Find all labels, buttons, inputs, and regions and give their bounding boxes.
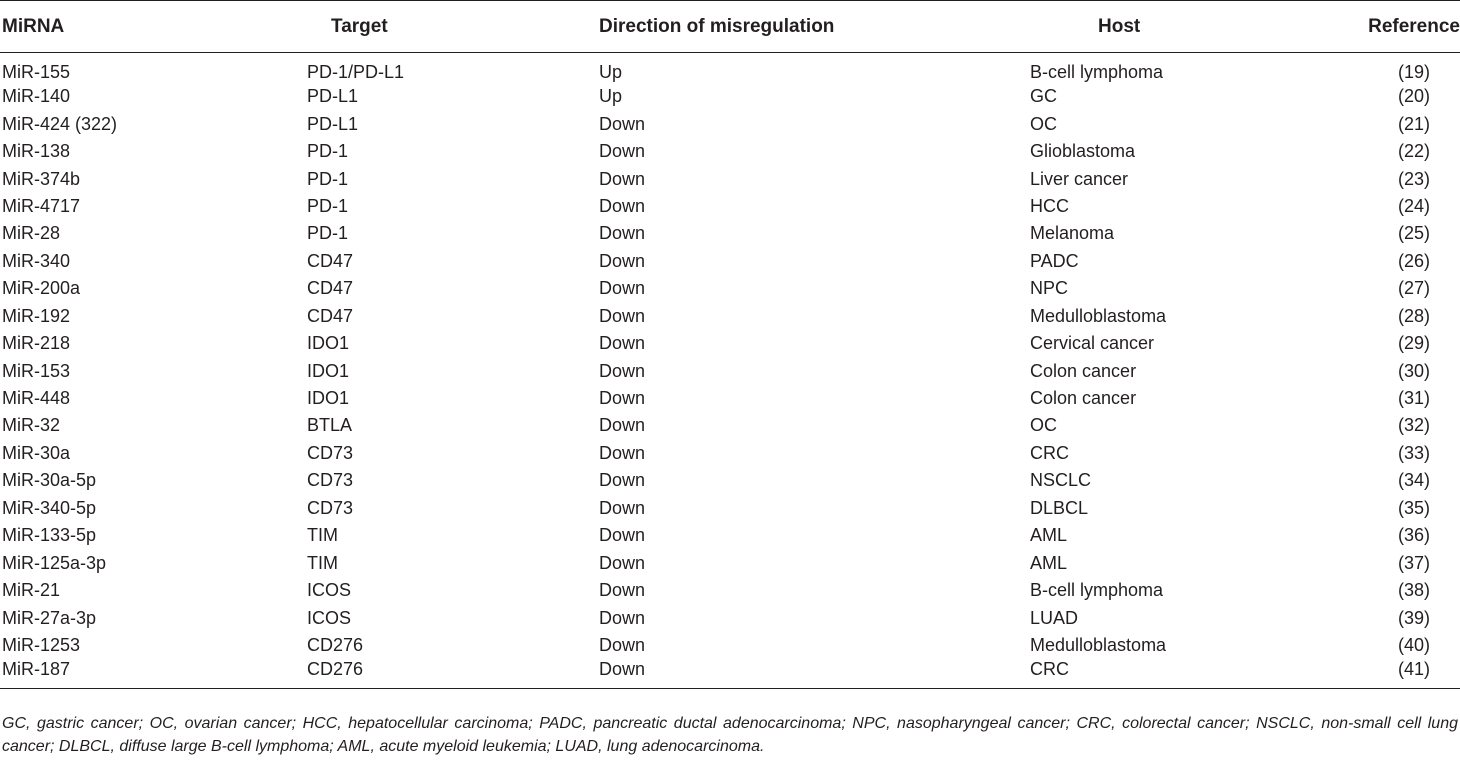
table-row (0, 220, 1460, 247)
cell-host: Cervical cancer (1030, 333, 1155, 354)
table-row (0, 632, 1460, 659)
cell-reference: (29) (1397, 333, 1430, 354)
cell-mirna: MiR-340 (2, 250, 71, 271)
table-row (0, 467, 1460, 494)
cell-reference: (32) (1397, 415, 1430, 436)
cell-direction: Down (599, 333, 646, 354)
cell-target: CD276 (307, 634, 364, 655)
cell-mirna: MiR-4717 (2, 195, 81, 216)
cell-reference: (40) (1397, 634, 1430, 655)
cell-mirna: MiR-218 (2, 333, 71, 354)
cell-mirna: MiR-21 (2, 580, 61, 601)
table-row (0, 275, 1460, 302)
cell-reference: (20) (1397, 86, 1430, 107)
cell-mirna: MiR-192 (2, 305, 71, 326)
cell-mirna: MiR-133-5p (2, 525, 97, 546)
cell-reference: (38) (1397, 580, 1430, 601)
cell-direction: Up (599, 62, 623, 82)
cell-host: AML (1030, 525, 1068, 546)
cell-mirna: MiR-424 (322) (2, 113, 118, 134)
cell-target: PD-L1 (307, 113, 359, 134)
cell-host: NPC (1030, 278, 1069, 299)
cell-reference: (27) (1397, 278, 1430, 299)
cell-target: BTLA (307, 415, 353, 436)
table-row (0, 522, 1460, 549)
table-row (0, 385, 1460, 412)
cell-reference: (31) (1397, 388, 1430, 409)
cell-target: CD47 (307, 250, 354, 271)
cell-direction: Down (585, 659, 1030, 689)
cell-mirna: MiR-200a (2, 278, 81, 299)
cell-host: CRC (1030, 659, 1310, 689)
table-row (0, 303, 1460, 330)
cell-target: PD-1/PD-L1 (307, 62, 405, 82)
cell-mirna: MiR-448 (2, 388, 71, 409)
cell-host: Colon cancer (1030, 388, 1137, 409)
table-row (0, 330, 1460, 357)
cell-target: ICOS (307, 580, 352, 601)
cell-host: B-cell lymphoma (1030, 62, 1164, 82)
cell-direction: Down (599, 195, 646, 216)
cell-target: CD73 (307, 442, 354, 463)
cell-mirna: MiR-340-5p (2, 497, 97, 518)
table-row (0, 549, 1460, 576)
header-host: Host (1030, 1, 1310, 53)
cell-target: IDO1 (307, 388, 350, 409)
cell-mirna: MiR-30a (2, 442, 71, 463)
table-row (0, 659, 1460, 689)
cell-mirna: MiR-28 (2, 223, 61, 244)
cell-reference: (21) (1397, 113, 1430, 134)
cell-host: DLBCL (1030, 497, 1089, 518)
cell-host: GC (1030, 86, 1057, 107)
table-row (0, 110, 1460, 137)
cell-reference: (22) (1397, 141, 1430, 162)
cell-host: PADC (1030, 250, 1079, 271)
cell-target: PD-1 (307, 195, 349, 216)
cell-reference: (33) (1397, 442, 1430, 463)
cell-mirna: MiR-138 (2, 141, 71, 162)
cell-target: IDO1 (307, 360, 350, 381)
cell-reference: (23) (1397, 168, 1430, 189)
cell-mirna: MiR-153 (2, 360, 71, 381)
cell-host: Colon cancer (1030, 360, 1137, 381)
table-row (0, 357, 1460, 384)
table-row (0, 495, 1460, 522)
cell-target: PD-1 (307, 168, 349, 189)
cell-direction: Down (599, 360, 646, 381)
header-direction: Direction of misregulation (585, 1, 1030, 53)
cell-mirna: MiR-30a-5p (2, 470, 97, 491)
table-row (0, 604, 1460, 631)
cell-host: Medulloblastoma (1030, 305, 1167, 326)
header-reference: Reference (1310, 1, 1460, 53)
cell-direction: Up (599, 86, 623, 107)
table-row (0, 248, 1460, 275)
table-row (0, 138, 1460, 165)
table-row (0, 577, 1460, 604)
cell-mirna: MiR-140 (2, 86, 71, 107)
cell-target: CD276 (305, 659, 585, 689)
table-footnote: GC, gastric cancer; OC, ovarian cancer; HCC, hepatocellular carcinoma; PADC, pancreatic ductal adenocarcinoma; NPC, nasopharyngeal cancer; CRC, colorectal cancer; NSCLC, non-small cell lung cancer; DLBCL, diffuse large B-cell lymphoma; AML, acute myeloid leukemia; LUAD, lung adenocarcinoma. (2, 715, 1458, 755)
table-row (0, 83, 1460, 110)
cell-host: OC (1030, 415, 1057, 436)
cell-target: PD-L1 (307, 86, 359, 107)
cell-target: TIM (307, 525, 338, 546)
cell-host: LUAD (1030, 607, 1079, 628)
cell-direction: Down (599, 305, 646, 326)
cell-reference: (37) (1397, 552, 1430, 573)
cell-direction: Down (599, 442, 646, 463)
header-mirna: MiRNA (0, 1, 305, 53)
cell-direction: Down (599, 250, 646, 271)
cell-mirna: MiR-155 (2, 62, 71, 82)
cell-target: IDO1 (307, 333, 350, 354)
table-row (0, 193, 1460, 220)
cell-direction: Down (599, 634, 646, 655)
cell-target: ICOS (307, 607, 352, 628)
cell-direction: Down (599, 607, 646, 628)
cell-host: Glioblastoma (1030, 141, 1136, 162)
table-header (0, 1, 1460, 53)
cell-host: Liver cancer (1030, 168, 1129, 189)
cell-direction: Down (599, 580, 646, 601)
cell-reference: (19) (1397, 62, 1430, 82)
cell-mirna: MiR-125a-3p (2, 552, 107, 573)
cell-host: AML (1030, 552, 1068, 573)
header-target: Target (305, 1, 585, 53)
cell-host: B-cell lymphoma (1030, 580, 1164, 601)
cell-target: PD-1 (307, 141, 349, 162)
cell-mirna: MiR-32 (2, 415, 61, 436)
cell-reference: (35) (1397, 497, 1430, 518)
cell-host: Medulloblastoma (1030, 634, 1167, 655)
table-row (0, 440, 1460, 467)
cell-direction: Down (599, 168, 646, 189)
cell-reference: (25) (1397, 223, 1430, 244)
cell-target: PD-1 (307, 223, 349, 244)
cell-direction: Down (599, 113, 646, 134)
table-body (0, 53, 1460, 689)
cell-host: OC (1030, 113, 1057, 134)
cell-reference: (28) (1397, 305, 1430, 326)
cell-direction: Down (599, 278, 646, 299)
cell-target: CD47 (307, 278, 354, 299)
cell-direction: Down (599, 223, 646, 244)
cell-target: CD73 (307, 470, 354, 491)
cell-reference: (24) (1397, 195, 1430, 216)
table-row (0, 165, 1460, 192)
cell-direction: Down (599, 415, 646, 436)
cell-direction: Down (599, 525, 646, 546)
cell-host: NSCLC (1030, 470, 1092, 491)
cell-mirna: MiR-374b (2, 168, 81, 189)
cell-direction: Down (599, 388, 646, 409)
cell-host: Melanoma (1030, 223, 1115, 244)
cell-reference: (34) (1397, 470, 1430, 491)
cell-target: TIM (307, 552, 338, 573)
table-row (0, 53, 1460, 84)
cell-direction: Down (599, 497, 646, 518)
cell-direction: Down (599, 470, 646, 491)
table-row (0, 412, 1460, 439)
cell-reference: (30) (1397, 360, 1430, 381)
cell-host: HCC (1030, 195, 1069, 216)
cell-direction: Down (599, 552, 646, 573)
cell-direction: Down (599, 141, 646, 162)
cell-mirna: MiR-1253 (2, 634, 81, 655)
header-row (0, 1, 1460, 53)
cell-mirna: MiR-27a-3p (2, 607, 97, 628)
cell-mirna: MiR-187 (0, 659, 305, 689)
cell-reference: (39) (1397, 607, 1430, 628)
cell-target: CD73 (307, 497, 354, 518)
cell-target: CD47 (307, 305, 354, 326)
cell-reference: (41) (1310, 659, 1460, 689)
cell-host: CRC (1030, 442, 1069, 463)
cell-reference: (26) (1397, 250, 1430, 271)
cell-reference: (36) (1397, 525, 1430, 546)
